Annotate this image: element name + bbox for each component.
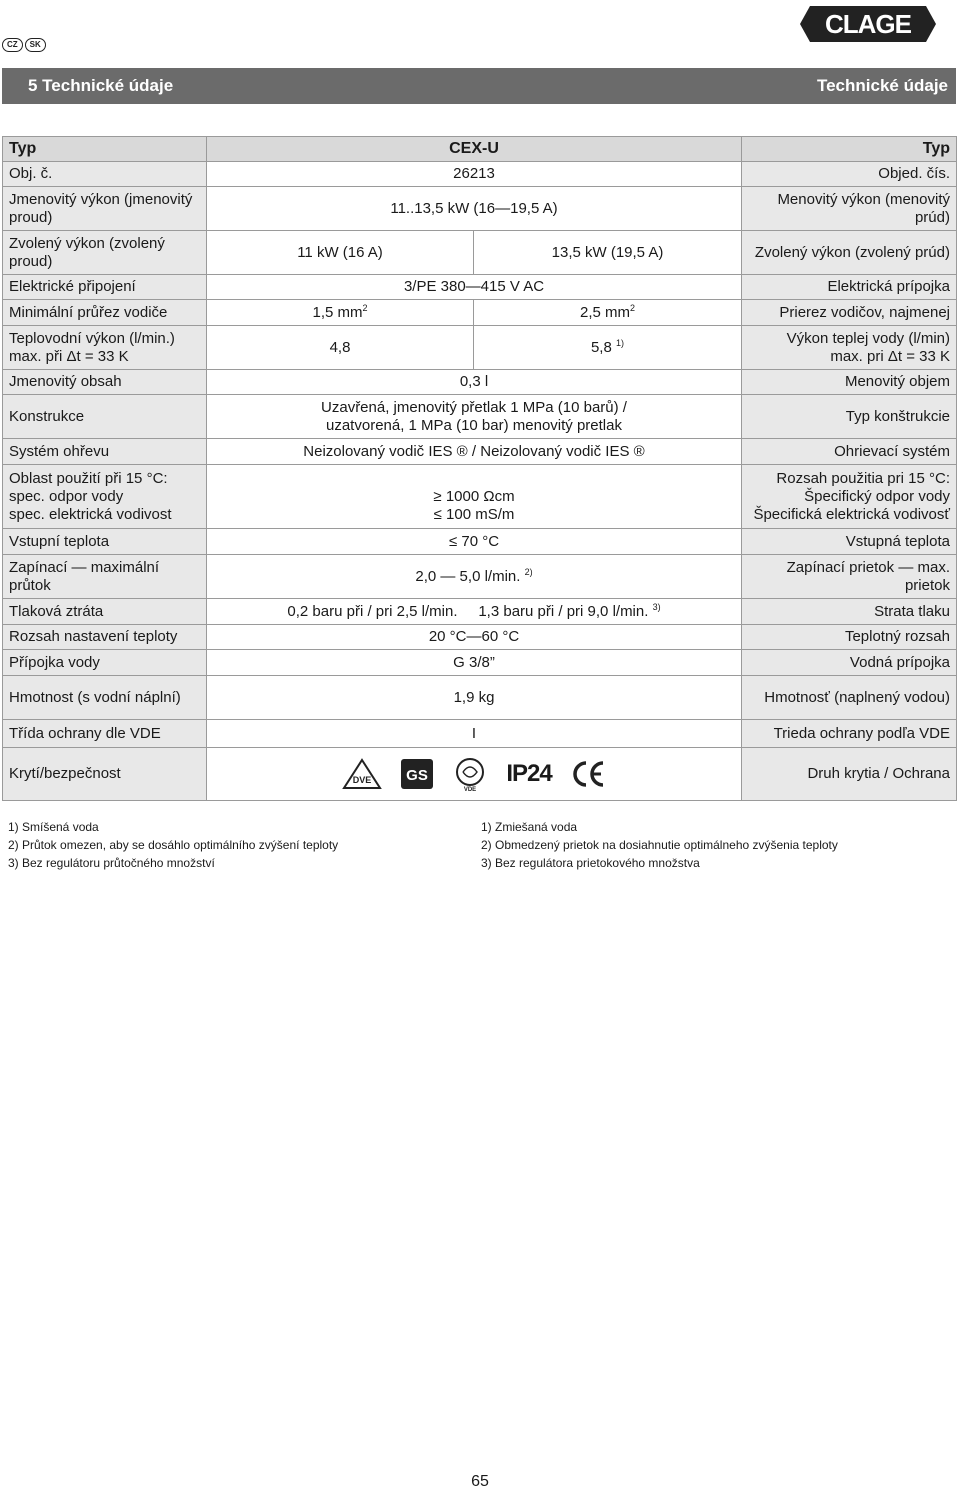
table-row-enclosure xyxy=(3,748,957,801)
svg-text:GS: GS xyxy=(406,767,429,784)
cross-section-b-sup: 2 xyxy=(630,302,636,313)
table-row-electric xyxy=(3,275,957,300)
pressure-loss-value-b: 1,3 baru při / pri 9,0 l/min. xyxy=(478,602,649,620)
table-row-construction xyxy=(3,395,957,439)
section-header xyxy=(2,68,956,104)
heating-label-sk: Ohrievací systém xyxy=(742,439,957,465)
order-value: 26213 xyxy=(207,162,742,187)
usage-value-2: ≤ 100 mS/m xyxy=(433,506,515,523)
rated-power-label-sk: Menovitý výkon (menovitý prúd) xyxy=(742,187,957,231)
heating-label-cz: Systém ohřevu xyxy=(3,439,207,465)
usage-label-cz-1: Oblast použití při 15 °C: xyxy=(9,469,168,487)
selected-power-label-cz: Zvolený výkon (zvolený proud) xyxy=(3,231,207,275)
pressure-loss-label-cz: Tlaková ztráta xyxy=(3,599,207,625)
cross-section-label-cz: Minimální průřez vodiče xyxy=(3,300,207,326)
temp-range-value: 20 °C—60 °C xyxy=(207,625,742,650)
table-row-inlet-temp xyxy=(3,529,957,555)
selected-power-value-a: 11 kW (16 A) xyxy=(207,231,474,275)
footnote-cz-2: 2) Průtok omezen, aby se dosáhlo optimálního zvýšení teploty xyxy=(8,838,339,852)
section-title-cz: 5 Technické údaje xyxy=(28,76,174,95)
order-label-sk: Objed. čís. xyxy=(742,162,957,187)
protection-class-label-cz: Třída ochrany dle VDE xyxy=(3,720,207,748)
usage-label-cz-2: spec. odpor vody xyxy=(9,487,124,505)
cross-section-label-sk: Prierez vodičov, najmenej xyxy=(742,300,957,326)
table-row-hot-water xyxy=(3,326,957,370)
table-row-cross-section xyxy=(3,300,957,326)
pressure-loss-value-a: 0,2 baru při / pri 2,5 l/min. xyxy=(287,602,458,620)
cross-section-b-text: 2,5 mm xyxy=(579,303,630,321)
capacity-value: 0,3 l xyxy=(207,370,742,395)
table-row-capacity xyxy=(3,370,957,395)
water-connection-label-sk: Vodná prípojka xyxy=(742,650,957,676)
language-badge-cz: CZ xyxy=(2,38,23,52)
footnotes-sk xyxy=(481,818,838,872)
table-row-usage xyxy=(3,465,957,529)
usage-label-sk-2: Špecifický odpor vody xyxy=(804,487,950,505)
weight-label-sk: Hmotnosť (naplnený vodou) xyxy=(742,676,957,720)
section-title-sk: Technické údaje xyxy=(816,76,948,95)
table-row-order xyxy=(3,162,957,187)
electric-label-cz: Elektrické připojení xyxy=(3,275,207,300)
table-row-protection-class xyxy=(3,720,957,748)
usage-label-sk xyxy=(742,465,957,529)
footnote-sk-3: 3) Bez regulátora prietokového množstva xyxy=(481,856,700,870)
cross-section-value-b xyxy=(474,300,742,326)
selected-power-value-b: 13,5 kW (19,5 A) xyxy=(474,231,742,275)
pressure-loss-sup: 3) xyxy=(652,601,661,612)
weight-value: 1,9 kg xyxy=(207,676,742,720)
flow-value xyxy=(207,555,742,599)
pressure-loss-label-sk: Strata tlaku xyxy=(742,599,957,625)
heating-value: Neizolovaný vodič IES ® / Neizolovaný vodič IES ® xyxy=(207,439,742,465)
weight-label-cz: Hmotnost (s vodní náplní) xyxy=(3,676,207,720)
inlet-temp-value: ≤ 70 °C xyxy=(207,529,742,555)
rated-power-label-cz: Jmenovitý výkon (jmenovitý proud) xyxy=(3,187,207,231)
hot-water-label-sk-1: Výkon teplej vody (l/min) xyxy=(786,329,950,347)
pressure-loss-value xyxy=(207,599,742,625)
table-row-type xyxy=(3,137,957,162)
flow-label-cz: Zapínací — maximální průtok xyxy=(3,555,207,599)
flow-value-sup: 2) xyxy=(524,566,533,577)
cross-section-a-text: 1,5 mm xyxy=(312,303,363,321)
usage-value xyxy=(207,465,742,529)
usage-label-sk-1: Rozsah použitia pri 15 °C: xyxy=(776,469,950,487)
usage-label-cz xyxy=(3,465,207,529)
footnotes-cz xyxy=(8,818,338,872)
language-badge-sk: SK xyxy=(25,38,46,52)
hot-water-label-cz-2: max. při Δt = 33 K xyxy=(9,347,129,365)
capacity-label-cz: Jmenovitý obsah xyxy=(3,370,207,395)
clage-logo-graphic xyxy=(798,4,938,44)
ip24-mark: IP24 xyxy=(506,760,552,787)
hot-water-label-cz xyxy=(3,326,207,370)
vde-mark-icon xyxy=(342,758,382,790)
ce-mark-icon xyxy=(570,759,606,789)
model-name: CEX-U xyxy=(207,137,742,162)
construction-value-1: Uzavřená, jmenovitý přetlak 1 MPa (10 barů) / xyxy=(321,398,627,416)
table-row-weight xyxy=(3,676,957,720)
usage-value-1: ≥ 1000 Ωcm xyxy=(433,488,515,505)
construction-label-cz: Konstrukce xyxy=(3,395,207,439)
electric-value: 3/PE 380—415 V AC xyxy=(207,275,742,300)
svg-text:CLAGE: CLAGE xyxy=(825,9,911,39)
hot-water-b-sup: 1) xyxy=(616,337,625,348)
order-label-cz: Obj. č. xyxy=(3,162,207,187)
cross-section-a-sup: 2 xyxy=(362,302,368,313)
type-label-cz: Typ xyxy=(3,137,207,162)
footnote-cz-3: 3) Bez regulátoru průtočného množství xyxy=(8,856,215,870)
spec-table xyxy=(2,136,957,801)
language-badges xyxy=(2,38,46,52)
svg-text:DVE: DVE xyxy=(353,775,372,785)
usage-label-cz-3: spec. elektrická vodivost xyxy=(9,505,172,523)
usage-label-sk-3: Špecifická elektrická vodivosť xyxy=(753,505,950,523)
clage-logo xyxy=(798,4,938,44)
flow-value-text: 2,0 — 5,0 l/min. xyxy=(415,567,521,585)
vde-emc-mark-icon xyxy=(452,756,488,792)
inlet-temp-label-cz: Vstupní teplota xyxy=(3,529,207,555)
hot-water-b-text: 5,8 xyxy=(590,338,612,356)
table-row-selected-power xyxy=(3,231,957,275)
footnote-sk-2: 2) Obmedzený prietok na dosiahnutie optimálneho zvýšenia teploty xyxy=(481,838,838,852)
electric-label-sk: Elektrická prípojka xyxy=(742,275,957,300)
hot-water-value-a: 4,8 xyxy=(207,326,474,370)
rated-power-value: 11..13,5 kW (16—19,5 A) xyxy=(207,187,742,231)
page-number: 65 xyxy=(471,1473,489,1490)
type-label-sk: Typ xyxy=(742,137,957,162)
protection-class-label-sk: Trieda ochrany podľa VDE xyxy=(742,720,957,748)
enclosure-label-cz: Krytí/bezpečnost xyxy=(3,748,207,801)
svg-text:VDE: VDE xyxy=(464,787,477,792)
table-row-pressure-loss xyxy=(3,599,957,625)
construction-value xyxy=(207,395,742,439)
enclosure-label-sk: Druh krytia / Ochrana xyxy=(742,748,957,801)
table-row-heating xyxy=(3,439,957,465)
flow-label-sk: Zapínací prietok — max. prietok xyxy=(742,555,957,599)
enclosure-marks xyxy=(207,748,742,801)
selected-power-label-sk: Zvolený výkon (zvolený prúd) xyxy=(742,231,957,275)
table-row-rated-power xyxy=(3,187,957,231)
temp-range-label-cz: Rozsah nastavení teploty xyxy=(3,625,207,650)
hot-water-value-b xyxy=(474,326,742,370)
gs-mark-icon xyxy=(400,758,434,790)
hot-water-label-cz-1: Teplovodní výkon (l/min.) xyxy=(9,329,175,347)
table-row-flow xyxy=(3,555,957,599)
capacity-label-sk: Menovitý objem xyxy=(742,370,957,395)
temp-range-label-sk: Teplotný rozsah xyxy=(742,625,957,650)
table-row-water-connection xyxy=(3,650,957,676)
footnote-cz-1: 1) Smíšená voda xyxy=(8,820,99,834)
inlet-temp-label-sk: Vstupná teplota xyxy=(742,529,957,555)
construction-label-sk: Typ konštrukcie xyxy=(742,395,957,439)
protection-class-value: I xyxy=(207,720,742,748)
table-row-temp-range xyxy=(3,625,957,650)
cross-section-value-a xyxy=(207,300,474,326)
construction-value-2: uzatvorená, 1 MPa (10 bar) menovitý pretlak xyxy=(326,416,622,434)
footnote-sk-1: 1) Zmiešaná voda xyxy=(481,820,578,834)
hot-water-label-sk xyxy=(742,326,957,370)
hot-water-label-sk-2: max. pri Δt = 33 K xyxy=(830,347,950,365)
water-connection-value: G 3/8” xyxy=(207,650,742,676)
water-connection-label-cz: Přípojka vody xyxy=(3,650,207,676)
